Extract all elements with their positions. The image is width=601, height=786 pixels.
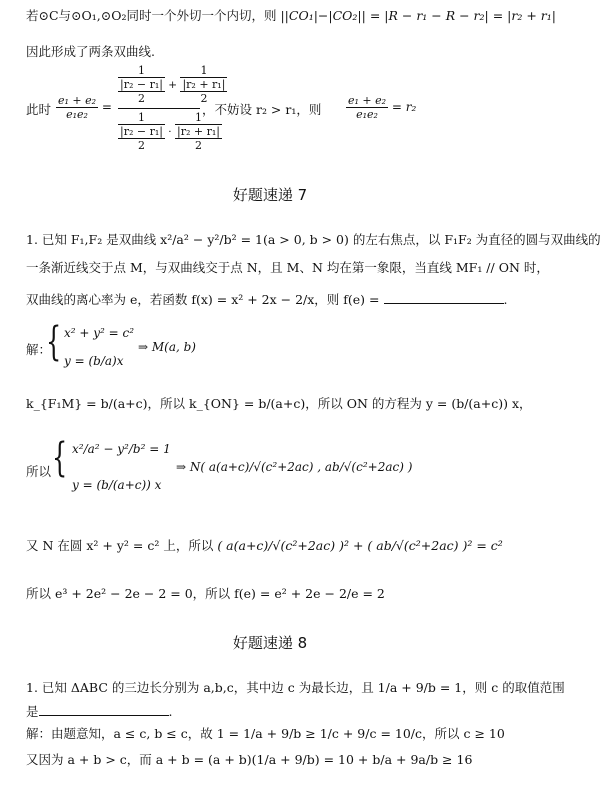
section-heading-8: 好题速递 8 [232, 634, 308, 652]
e-ratio-fraction: $\frac{\text{e₁ + e₂}}{\text{e₁e₂}}$ = [58, 94, 112, 122]
problem7-line2: 一条渐近线交于点 M，与双曲线交于点 N，且 M、N 均在第一象限，当直线 MF₁ // ON 时， [26, 260, 549, 275]
system1-eq2: y = (b/a)x [64, 354, 124, 368]
solution-label-7: 解： [26, 342, 52, 357]
system1-eq1: x² + y² = c² [64, 326, 135, 340]
section-heading-7: 好题速递 7 [232, 186, 308, 204]
text-line-two-hyperbolas: 因此形成了两条双曲线. [26, 44, 155, 59]
circle-line: 又 N 在圆 x² + y² = c² 上，所以 ( a(a+c)/√(c²+2ac) )² + ( ab/√(c²+2ac) )² = c² [26, 538, 503, 553]
system2-eq1: x²/a² − y²/b² = 1 [72, 442, 171, 456]
slope-line: k_{F₁M} = b/(a+c)，所以 k_{ON} = b/(a+c)，所以 ON 的方程为 y = (b/(a+c)) x， [26, 396, 532, 411]
solution8-line1: 解：由题意知，a ≤ c, b ≤ c，故 1 = 1/a + 9/b ≥ 1/c + 9/c = 10/c，所以 c ≥ 10 [26, 726, 505, 741]
text-line-tangent [26, 8, 556, 24]
complex-fraction: 1 |r₂ − r₁| 2 + 1 |r₂ + r₁| 2 1 |r₂ − r₁| 2 · 1 |r₂ + r₁| 2 [120, 64, 226, 152]
final-line-7: 所以 e³ + 2e² − 2e − 2 = 0，所以 f(e) = e² + 2e − 2/e = 2 [26, 586, 385, 601]
answer-blank-7 [384, 303, 504, 304]
assume-text: ，不妨设 r₂ > r₁，则 [202, 102, 322, 117]
problem7-line1: 1. 已知 F₁,F₂ 是双曲线 x²/a² − y²/b² = 1(a > 0, b > 0) 的左右焦点，以 F₁F₂ 为直径的圆与双曲线的 [26, 232, 601, 247]
system2-label: 所以 [26, 464, 52, 479]
prefix-cishi: 此时 [26, 102, 52, 117]
system2-eq2: y = (b/(a+c)) x [72, 478, 162, 492]
solution8-line2: 又因为 a + b > c，而 a + b = (a + b)(1/a + 9/b) = 10 + b/a + 9a/b ≥ 16 [26, 752, 473, 767]
brace-system2: { [52, 435, 68, 481]
tangent-formula: ||CO₁|−|CO₂|| = |R − r₁ − R − r₂| = |r₂ + r₁| [280, 8, 556, 23]
system2-result: ⇒ N( a(a+c)/√(c²+2ac) , ab/√(c²+2ac) ) [176, 460, 413, 474]
system1-result: ⇒ M(a, b) [138, 340, 196, 354]
e-ratio-result: $\frac{\text{e₁ + e₂}}{\text{e₁e₂}}$ = r₂ [348, 94, 417, 122]
answer-blank-8 [39, 715, 169, 716]
tangent-text: 若⊙C与⊙O₁,⊙O₂同时一个外切一个内切，则 [26, 8, 277, 23]
problem8-line2: 是 . [26, 704, 173, 719]
brace-system1: { [46, 319, 62, 365]
problem7-line3: 双曲线的离心率为 e，若函数 f(x) = x² + 2x − 2/x，则 f(e) = . [26, 292, 508, 307]
problem8-line1: 1. 已知 ΔABC 的三边长分别为 a,b,c，其中边 c 为最长边，且 1/a + 9/b = 1，则 c 的取值范围 [26, 680, 565, 695]
